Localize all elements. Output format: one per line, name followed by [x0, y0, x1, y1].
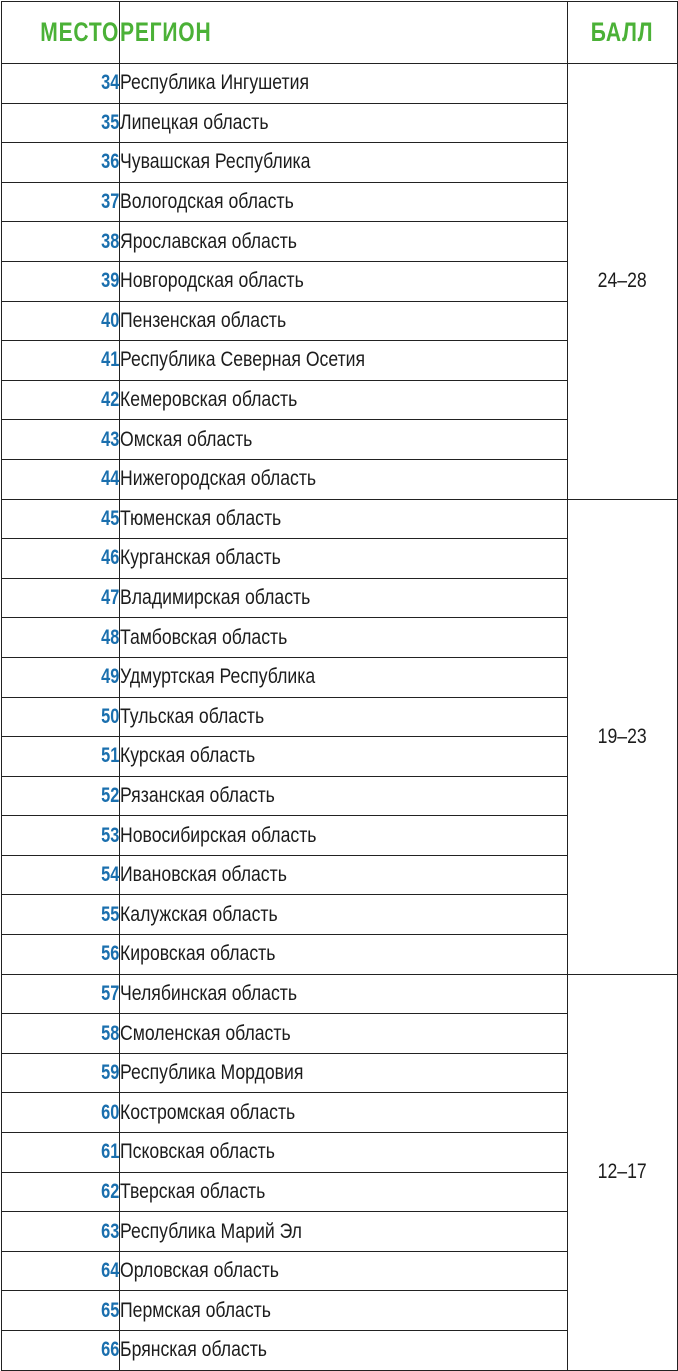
place-number: 36 [100, 150, 119, 174]
score-range: 24–28 [597, 269, 648, 293]
region-cell [120, 341, 568, 381]
place-number: 65 [100, 1298, 119, 1322]
region-name: Чувашская Республика [120, 150, 311, 174]
place-number: 45 [100, 506, 119, 530]
region-name: Кемеровская область [120, 388, 298, 412]
region-cell [120, 143, 568, 183]
region-cell [120, 657, 568, 697]
region-name: Тульская область [120, 704, 265, 728]
place-number: 52 [100, 783, 119, 807]
place-number: 66 [100, 1338, 119, 1362]
header-place-label: МЕСТО [40, 17, 119, 47]
score-group-cell [568, 974, 678, 1370]
region-cell [120, 816, 568, 856]
region-name: Челябинская область [120, 981, 298, 1005]
place-cell [2, 855, 120, 895]
place-cell [2, 1093, 120, 1133]
place-number: 38 [100, 229, 119, 253]
region-name: Омская область [120, 427, 253, 451]
place-cell [2, 1251, 120, 1291]
place-number: 41 [100, 348, 119, 372]
place-cell [2, 1212, 120, 1252]
region-name: Тамбовская область [120, 625, 288, 649]
place-cell [2, 816, 120, 856]
place-cell [2, 103, 120, 143]
region-cell [120, 776, 568, 816]
place-cell [2, 697, 120, 737]
header-score-label: БАЛЛ [591, 17, 654, 47]
region-cell [120, 737, 568, 777]
region-cell [120, 1212, 568, 1252]
place-cell [2, 737, 120, 777]
region-name: Республика Мордовия [120, 1061, 304, 1085]
region-cell [120, 380, 568, 420]
place-cell [2, 261, 120, 301]
place-cell [2, 1172, 120, 1212]
region-name: Ярославская область [120, 229, 297, 253]
header-region-label: РЕГИОН [120, 17, 212, 47]
place-number: 46 [100, 546, 119, 570]
region-cell [120, 697, 568, 737]
place-cell [2, 974, 120, 1014]
place-cell [2, 380, 120, 420]
place-number: 57 [100, 981, 119, 1005]
table-body [2, 64, 678, 1371]
region-name: Костромская область [120, 1100, 296, 1124]
region-name: Республика Ингушетия [120, 71, 310, 95]
region-name: Нижегородская область [120, 467, 317, 491]
place-number: 34 [100, 71, 119, 95]
place-cell [2, 1331, 120, 1371]
place-cell [2, 64, 120, 104]
region-cell [120, 935, 568, 975]
region-name: Республика Северная Осетия [120, 348, 366, 372]
region-name: Пермская область [120, 1298, 271, 1322]
place-number: 37 [100, 190, 119, 214]
region-name: Новосибирская область [120, 823, 317, 847]
region-cell [120, 1014, 568, 1054]
region-name: Липецкая область [120, 110, 269, 134]
place-cell [2, 222, 120, 262]
place-cell [2, 776, 120, 816]
region-cell [120, 539, 568, 579]
place-cell [2, 499, 120, 539]
region-cell [120, 103, 568, 143]
region-cell [120, 1093, 568, 1133]
place-number: 42 [100, 388, 119, 412]
place-number: 51 [100, 744, 119, 768]
place-number: 44 [100, 467, 119, 491]
place-cell [2, 182, 120, 222]
place-number: 63 [100, 1219, 119, 1243]
region-cell [120, 1291, 568, 1331]
region-cell [120, 855, 568, 895]
place-number: 50 [100, 704, 119, 728]
region-name: Псковская область [120, 1140, 275, 1164]
place-number: 54 [100, 863, 119, 887]
region-name: Орловская область [120, 1259, 279, 1283]
place-cell [2, 301, 120, 341]
region-cell [120, 499, 568, 539]
region-cell [120, 64, 568, 104]
region-cell [120, 261, 568, 301]
region-cell [120, 459, 568, 499]
region-cell [120, 1251, 568, 1291]
place-number: 53 [100, 823, 119, 847]
region-cell [120, 1172, 568, 1212]
place-number: 35 [100, 110, 119, 134]
place-number: 49 [100, 665, 119, 689]
score-group-cell [568, 64, 678, 500]
place-number: 64 [100, 1259, 119, 1283]
region-name: Курская область [120, 744, 256, 768]
place-cell [2, 420, 120, 460]
region-name: Республика Марий Эл [120, 1219, 302, 1243]
place-number: 62 [100, 1179, 119, 1203]
region-cell [120, 222, 568, 262]
region-name: Владимирская область [120, 586, 311, 610]
region-name: Тверская область [120, 1179, 266, 1203]
place-cell [2, 539, 120, 579]
region-cell [120, 301, 568, 341]
place-cell [2, 895, 120, 935]
place-number: 61 [100, 1140, 119, 1164]
place-cell [2, 578, 120, 618]
region-cell [120, 974, 568, 1014]
place-number: 43 [100, 427, 119, 451]
place-cell [2, 1133, 120, 1173]
region-cell [120, 1133, 568, 1173]
header-score [568, 2, 678, 64]
place-cell [2, 1053, 120, 1093]
place-number: 59 [100, 1061, 119, 1085]
region-name: Смоленская область [120, 1021, 291, 1045]
region-name: Удмуртская Республика [120, 665, 316, 689]
region-name: Курганская область [120, 546, 281, 570]
place-cell [2, 618, 120, 658]
region-name: Пензенская область [120, 308, 287, 332]
region-name: Брянская область [120, 1338, 267, 1362]
place-number: 48 [100, 625, 119, 649]
region-name: Вологодская область [120, 190, 294, 214]
region-name: Ивановская область [120, 863, 287, 887]
region-cell [120, 182, 568, 222]
region-cell [120, 1331, 568, 1371]
header-place [2, 2, 120, 64]
place-cell [2, 459, 120, 499]
table-row [2, 64, 678, 104]
region-name: Кировская область [120, 942, 276, 966]
place-cell [2, 341, 120, 381]
table-row [2, 499, 678, 539]
place-cell [2, 657, 120, 697]
place-number: 40 [100, 308, 119, 332]
place-number: 39 [100, 269, 119, 293]
region-cell [120, 1053, 568, 1093]
region-cell [120, 895, 568, 935]
table-header-row [2, 2, 678, 64]
place-number: 58 [100, 1021, 119, 1045]
place-number: 60 [100, 1100, 119, 1124]
table-row [2, 974, 678, 1014]
header-region [120, 2, 568, 64]
region-name: Новгородская область [120, 269, 304, 293]
score-range: 12–17 [597, 1160, 648, 1184]
region-name: Тюменская область [120, 506, 282, 530]
region-cell [120, 618, 568, 658]
place-number: 56 [100, 942, 119, 966]
ranking-table [1, 1, 678, 1371]
place-cell [2, 935, 120, 975]
place-number: 55 [100, 902, 119, 926]
place-cell [2, 143, 120, 183]
region-name: Калужская область [120, 902, 278, 926]
place-number: 47 [100, 586, 119, 610]
region-cell [120, 420, 568, 460]
region-cell [120, 578, 568, 618]
place-cell [2, 1291, 120, 1331]
score-range: 19–23 [597, 724, 648, 748]
region-name: Рязанская область [120, 783, 275, 807]
place-cell [2, 1014, 120, 1054]
score-group-cell [568, 499, 678, 974]
